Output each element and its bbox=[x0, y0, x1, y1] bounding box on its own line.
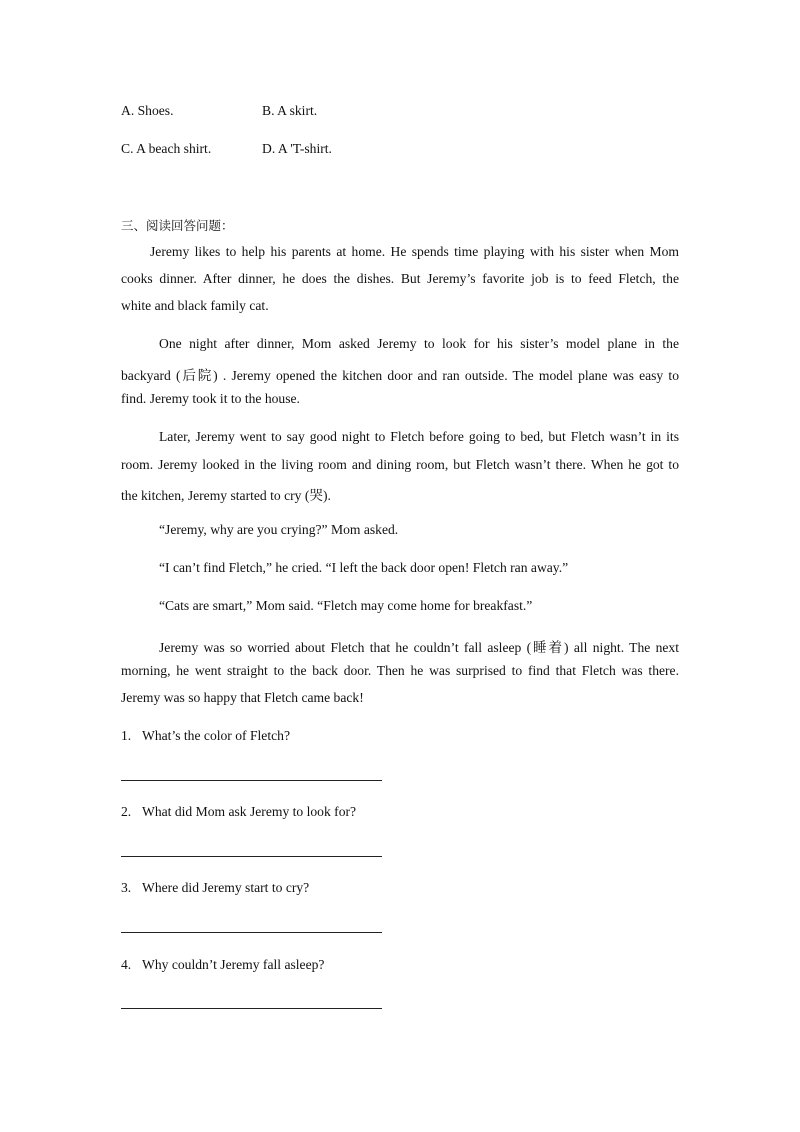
passage-line: room. Jeremy looked in the living room and dining room, but Fletch wasn’t there. When he got to bbox=[121, 457, 679, 472]
question-4 bbox=[121, 957, 324, 973]
passage-line: Jeremy was so worried about Fletch that he couldn’t fall asleep (睡着) all night. The next bbox=[159, 640, 679, 655]
passage-line: One night after dinner, Mom asked Jeremy to look for his sister’s model plane in the bbox=[159, 336, 679, 351]
question-number: 4. bbox=[121, 957, 132, 972]
question-number: 1. bbox=[121, 728, 132, 743]
passage-line: Jeremy likes to help his parents at home. He spends time playing with his sister when Mom bbox=[150, 244, 679, 259]
passage-dialogue: “Jeremy, why are you crying?” Mom asked. bbox=[159, 522, 399, 537]
passage-line: backyard (后院) . Jeremy opened the kitchen door and ran outside. The model plane was easy to bbox=[121, 368, 679, 383]
question-3 bbox=[121, 880, 309, 896]
question-1 bbox=[121, 728, 290, 744]
question-text: What’s the color of Fletch? bbox=[142, 728, 290, 743]
answer-line-3[interactable] bbox=[121, 932, 382, 933]
question-number: 2. bbox=[121, 804, 132, 819]
passage-line: the kitchen, Jeremy started to cry (哭). bbox=[121, 488, 331, 503]
passage-dialogue: “Cats are smart,” Mom said. “Fletch may come home for breakfast.” bbox=[159, 598, 533, 613]
question-number: 3. bbox=[121, 880, 132, 895]
passage-line: cooks dinner. After dinner, he does the dishes. But Jeremy’s favorite job is to feed Fletch, the bbox=[121, 271, 679, 286]
option-a: A. Shoes. bbox=[121, 103, 174, 118]
answer-line-1[interactable] bbox=[121, 780, 382, 781]
question-text: Where did Jeremy start to cry? bbox=[142, 880, 310, 895]
section-heading: 三、阅读回答问题： bbox=[121, 218, 234, 233]
passage-line: morning, he went straight to the back door. Then he was surprised to find that Fletch was there. bbox=[121, 663, 679, 678]
passage-dialogue: “I can’t find Fletch,” he cried. “I left the back door open! Fletch ran away.” bbox=[159, 560, 569, 575]
option-b: B. A skirt. bbox=[262, 103, 318, 118]
question-text: Why couldn’t Jeremy fall asleep? bbox=[142, 957, 325, 972]
passage-line: Jeremy was so happy that Fletch came back! bbox=[121, 690, 364, 705]
option-c: C. A beach shirt. bbox=[121, 141, 212, 156]
option-d: D. A 'T-shirt. bbox=[262, 141, 332, 156]
answer-line-4[interactable] bbox=[121, 1008, 382, 1009]
passage-line: white and black family cat. bbox=[121, 298, 269, 313]
passage-line: find. Jeremy took it to the house. bbox=[121, 391, 300, 406]
question-text: What did Mom ask Jeremy to look for? bbox=[142, 804, 357, 819]
question-2 bbox=[121, 804, 356, 820]
passage-line: Later, Jeremy went to say good night to Fletch before going to bed, but Fletch wasn’t in its bbox=[159, 429, 679, 444]
answer-line-2[interactable] bbox=[121, 856, 382, 857]
